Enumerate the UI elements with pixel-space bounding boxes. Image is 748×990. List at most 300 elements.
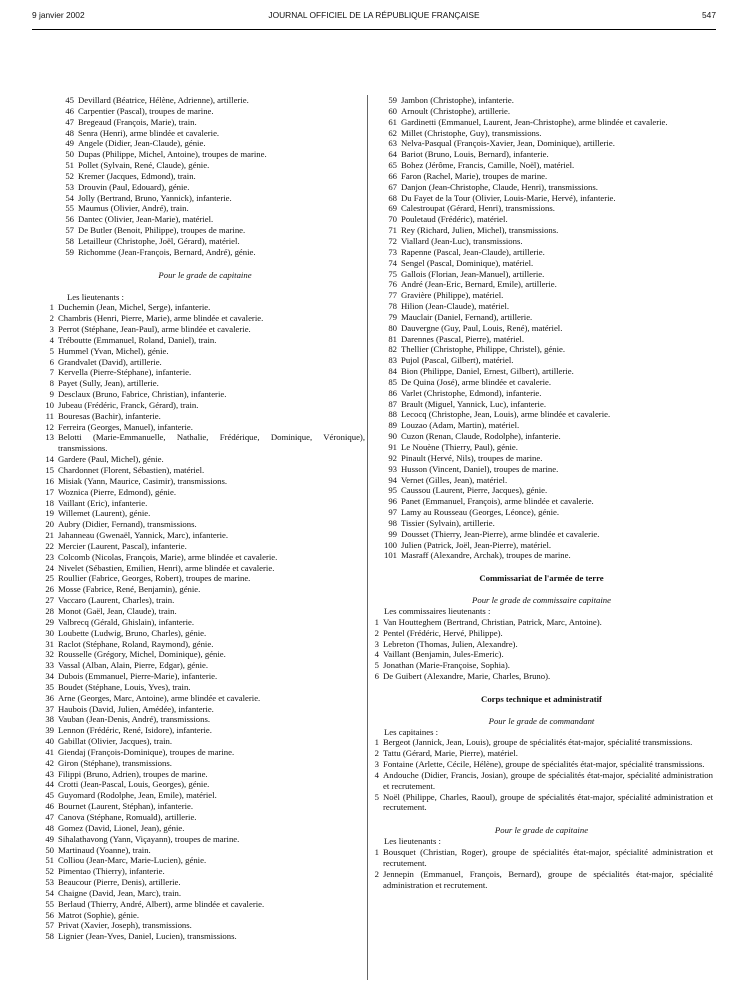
item-text: Mauclair (Daniel, Fernand), artillerie. bbox=[401, 311, 533, 322]
item-number: 86 bbox=[388, 387, 397, 398]
item-number: 101 bbox=[383, 550, 397, 561]
item-number: 4 bbox=[49, 334, 54, 345]
intro-commissaires: Les commissaires lieutenants : bbox=[384, 605, 491, 616]
list-item bbox=[45, 606, 365, 617]
item-number: 82 bbox=[388, 344, 397, 355]
list-item bbox=[370, 377, 713, 388]
list-item bbox=[45, 225, 365, 236]
item-text: Chardonnet (Florent, Sébastien), matériel. bbox=[58, 465, 205, 475]
item-text: Vaccaro (Laurent, Charles), train. bbox=[58, 595, 175, 606]
item-number: 71 bbox=[388, 225, 397, 236]
item-text: Faron (Rachel, Marie), troupes de marine. bbox=[401, 170, 548, 181]
list-item bbox=[45, 422, 365, 433]
item-number: 87 bbox=[388, 398, 397, 409]
list-item bbox=[370, 312, 713, 323]
list-item bbox=[45, 160, 365, 171]
list-item bbox=[370, 355, 713, 366]
item-number: 3 bbox=[49, 324, 54, 335]
list-item bbox=[45, 302, 365, 313]
list-item bbox=[370, 496, 713, 507]
list-item bbox=[370, 258, 713, 269]
item-text: Kervella (Pierre-Stéphane), infanterie. bbox=[58, 367, 192, 378]
item-number: 54 bbox=[65, 192, 74, 203]
item-number: 16 bbox=[45, 475, 54, 486]
section-commissariat: Commissariat de l'armée de terre bbox=[479, 573, 604, 584]
list-item bbox=[45, 899, 365, 910]
item-text: Dantec (Olivier, Jean-Marie), matériel. bbox=[78, 214, 214, 225]
page-number: 547 bbox=[702, 10, 716, 20]
item-text: Julien (Patrick, Joël, Jean-Pierre), matériel. bbox=[401, 539, 552, 550]
commandant-list bbox=[370, 737, 713, 813]
item-text: Lebreton (Thomas, Julien, Alexandre). bbox=[383, 638, 518, 649]
list-item bbox=[45, 801, 365, 812]
item-text: Privat (Xavier, Joseph), transmissions. bbox=[58, 920, 192, 931]
list-item bbox=[45, 541, 365, 552]
list-item bbox=[45, 519, 365, 530]
item-number: 4 bbox=[374, 649, 379, 660]
item-text: Grandvalet (David), artillerie. bbox=[58, 356, 162, 367]
item-number: 15 bbox=[45, 465, 54, 475]
item-number: 67 bbox=[388, 181, 397, 192]
item-number: 35 bbox=[45, 681, 54, 692]
item-text: Van Houtteghem (Bertrand, Christian, Patrick, Marc, Antoine). bbox=[383, 616, 602, 627]
item-number: 74 bbox=[388, 257, 397, 268]
item-text: Mercier (Laurent, Pascal), infanterie. bbox=[58, 540, 187, 551]
list-item bbox=[370, 660, 713, 671]
item-number: 3 bbox=[374, 638, 379, 649]
list-item bbox=[370, 117, 713, 128]
item-number: 48 bbox=[65, 127, 74, 138]
list-item bbox=[45, 671, 365, 682]
item-number: 54 bbox=[45, 887, 54, 898]
item-number: 40 bbox=[45, 736, 54, 747]
item-number: 89 bbox=[388, 420, 397, 431]
list-item bbox=[45, 313, 365, 324]
item-text: Devillard (Béatrice, Hélène, Adrienne), artillerie. bbox=[78, 95, 249, 105]
item-number: 24 bbox=[45, 562, 54, 573]
left-column bbox=[45, 95, 365, 942]
item-number: 1 bbox=[374, 737, 379, 748]
item-text: Tattu (Gérard, Marie, Pierre), matériel. bbox=[383, 748, 518, 759]
item-text: Desclaux (Bruno, Fabrice, Christian), infanterie. bbox=[58, 389, 227, 400]
list-item bbox=[370, 759, 713, 770]
item-number: 53 bbox=[45, 877, 54, 888]
item-text: Du Fayet de la Tour (Olivier, Louis-Marie, Hervé), infanterie. bbox=[401, 192, 616, 203]
list-item bbox=[45, 704, 365, 715]
list-item bbox=[370, 485, 713, 496]
item-number: 60 bbox=[388, 105, 397, 116]
item-text: Aubry (Didier, Fernand), transmissions. bbox=[58, 519, 197, 530]
item-text: Bion (Philippe, Daniel, Ernest, Gilbert), artillerie. bbox=[401, 366, 574, 377]
item-number: 98 bbox=[388, 517, 397, 528]
item-number: 14 bbox=[45, 454, 54, 465]
item-text: Arnoult (Christophe), artillerie. bbox=[401, 105, 511, 116]
item-number: 99 bbox=[388, 528, 397, 539]
item-number: 88 bbox=[388, 409, 397, 420]
item-number: 70 bbox=[388, 214, 397, 225]
list-item bbox=[45, 357, 365, 368]
item-text: Bregeaud (François, Marie), train. bbox=[78, 116, 197, 127]
list-item bbox=[45, 866, 365, 877]
item-number: 29 bbox=[45, 616, 54, 627]
item-number: 11 bbox=[45, 410, 54, 421]
item-text: Perrot (Stéphane, Jean-Paul), arme blindée et cavalerie. bbox=[58, 324, 251, 335]
item-text: Gallois (Florian, Jean-Manuel), artillerie. bbox=[401, 268, 545, 279]
list-item bbox=[45, 389, 365, 400]
item-text: Payet (Sully, Jean), artillerie. bbox=[58, 378, 159, 389]
item-text: Ferreira (Georges, Manuel), infanterie. bbox=[58, 421, 193, 432]
list-item bbox=[370, 182, 713, 193]
item-number: 73 bbox=[388, 246, 397, 257]
item-number: 2 bbox=[374, 627, 379, 638]
item-text: Arne (Georges, Marc, Antoine), arme blindée et cavalerie. bbox=[58, 692, 261, 703]
item-text: Panet (Emmanuel, François), arme blindée et cavalerie. bbox=[401, 496, 594, 507]
item-text: Bariot (Bruno, Louis, Bernard), infanterie. bbox=[401, 149, 549, 160]
item-number: 92 bbox=[388, 452, 397, 463]
item-text: Bergeot (Jannick, Jean, Louis), groupe de spécialités état-major, spécialité transmissions. bbox=[383, 737, 693, 748]
subheading-commandant: Pour le grade de commandant bbox=[488, 715, 595, 726]
item-text: Le Nouène (Thierry, Paul), génie. bbox=[401, 442, 518, 452]
left-top-list bbox=[45, 95, 365, 258]
item-text: Louzao (Adam, Martin), matériel. bbox=[401, 420, 520, 431]
list-item bbox=[370, 366, 713, 377]
item-text: Gabillat (Olivier, Jacques), train. bbox=[58, 736, 172, 747]
item-number: 22 bbox=[45, 540, 54, 551]
list-item bbox=[45, 812, 365, 823]
item-number: 52 bbox=[65, 170, 74, 181]
list-item bbox=[45, 367, 365, 378]
list-item bbox=[45, 931, 365, 942]
list-item bbox=[45, 790, 365, 801]
list-item bbox=[370, 138, 713, 149]
list-item bbox=[45, 573, 365, 584]
item-number: 50 bbox=[45, 844, 54, 855]
column-divider bbox=[367, 95, 368, 980]
item-number: 56 bbox=[65, 214, 74, 225]
item-text: Senra (Henri), arme blindée et cavalerie. bbox=[78, 127, 220, 138]
item-number: 10 bbox=[45, 399, 54, 410]
item-number: 31 bbox=[45, 638, 54, 649]
list-item bbox=[370, 770, 713, 792]
list-item bbox=[370, 128, 713, 139]
item-number: 61 bbox=[388, 116, 397, 127]
item-text: Varlet (Christophe, Edmond), infanterie. bbox=[401, 387, 542, 398]
list-item bbox=[370, 518, 713, 529]
item-text: Bournet (Laurent, Stéphan), infanterie. bbox=[58, 801, 194, 812]
item-number: 65 bbox=[388, 160, 397, 171]
list-item bbox=[45, 95, 365, 106]
item-text: Giron (Stéphane), transmissions. bbox=[58, 757, 172, 768]
item-number: 42 bbox=[45, 757, 54, 768]
item-text: Beaucour (Pierre, Denis), artillerie. bbox=[58, 877, 181, 888]
item-number: 5 bbox=[49, 345, 54, 356]
list-item bbox=[370, 431, 713, 442]
item-number: 12 bbox=[45, 421, 54, 432]
item-text: Chaigne (David, Jean, Marc), train. bbox=[58, 887, 182, 898]
item-text: Vernet (Gilles, Jean), matériel. bbox=[401, 474, 508, 485]
list-item bbox=[45, 617, 365, 628]
list-item bbox=[45, 910, 365, 921]
item-text: Pinault (Hervé, Nils), troupes de marine. bbox=[401, 452, 543, 463]
item-number: 58 bbox=[45, 931, 54, 942]
item-text: Pouletaud (Frédéric), matériel. bbox=[401, 214, 508, 225]
list-item bbox=[45, 117, 365, 128]
item-number: 13 bbox=[45, 432, 54, 443]
list-item bbox=[45, 888, 365, 899]
item-text: Belotti (Marie-Emmanuelle, Nathalie, Frédérique, Dominique, Véronique), transmissions. bbox=[58, 432, 365, 454]
item-number: 80 bbox=[388, 322, 397, 333]
item-text: Duchemin (Jean, Michel, Serge), infanterie. bbox=[58, 302, 211, 313]
list-item bbox=[370, 737, 713, 748]
item-text: Pentel (Frédéric, Hervé, Philippe). bbox=[383, 627, 503, 638]
item-number: 66 bbox=[388, 170, 397, 181]
item-text: Hummel (Yvan, Michel), génie. bbox=[58, 345, 169, 356]
item-number: 91 bbox=[388, 442, 397, 452]
item-text: Darennes (Pascal, Pierre), matériel. bbox=[401, 333, 525, 344]
intro-lieutenants: Les lieutenants : bbox=[67, 291, 124, 302]
list-item bbox=[45, 563, 365, 574]
list-item bbox=[370, 269, 713, 280]
item-text: Matrot (Sophie), génie. bbox=[58, 909, 140, 920]
list-item bbox=[370, 671, 713, 682]
list-item bbox=[45, 639, 365, 650]
item-number: 64 bbox=[388, 149, 397, 160]
list-item bbox=[45, 203, 365, 214]
subheading-capitaine: Pour le grade de capitaine bbox=[158, 269, 252, 280]
item-number: 94 bbox=[388, 474, 397, 485]
list-item bbox=[45, 595, 365, 606]
item-text: Loubette (Ludwig, Bruno, Charles), génie. bbox=[58, 627, 207, 638]
list-item bbox=[370, 639, 713, 650]
item-text: Colliou (Jean-Marc, Marie-Lucien), génie. bbox=[58, 855, 207, 866]
item-text: Vaillant (Eric), infanterie. bbox=[58, 497, 148, 508]
list-item bbox=[45, 779, 365, 790]
item-number: 4 bbox=[374, 769, 379, 780]
item-number: 63 bbox=[388, 138, 397, 149]
page-header bbox=[32, 10, 716, 26]
item-text: Berlaud (Thierry, André, Albert), arme blindée et cavalerie. bbox=[58, 898, 265, 909]
list-item bbox=[45, 128, 365, 139]
list-item bbox=[370, 95, 713, 106]
list-item bbox=[370, 442, 713, 453]
list-item bbox=[370, 290, 713, 301]
item-text: Martinaud (Yoanne), train. bbox=[58, 844, 151, 855]
item-text: Nelva-Pasqual (François-Xavier, Jean, Dominique), artillerie. bbox=[401, 138, 615, 149]
list-item bbox=[45, 920, 365, 931]
item-text: Raclot (Stéphane, Roland, Raymond), génie. bbox=[58, 638, 214, 649]
item-text: Jahanneau (Gwenaël, Yannick, Marc), infanterie. bbox=[58, 530, 229, 541]
item-text: Calestroupat (Gérard, Henri), transmissions. bbox=[401, 203, 555, 214]
list-item bbox=[45, 725, 365, 736]
list-item bbox=[45, 193, 365, 204]
list-item bbox=[370, 214, 713, 225]
item-number: 2 bbox=[49, 313, 54, 324]
subheading-capitaine-corps: Pour le grade de capitaine bbox=[494, 825, 589, 836]
item-number: 38 bbox=[45, 714, 54, 725]
list-item bbox=[45, 346, 365, 357]
item-number: 52 bbox=[45, 866, 54, 877]
item-text: Bohez (Jérôme, Francis, Camille, Noël), matériel. bbox=[401, 160, 575, 171]
item-text: Guyomard (Rodolphe, Jean, Emile), matériel. bbox=[58, 790, 217, 801]
item-text: Nivelet (Sébastien, Emilien, Henri), arme blindée et cavalerie. bbox=[58, 562, 275, 573]
item-number: 43 bbox=[45, 768, 54, 779]
item-text: Gomez (David, Lionel, Jean), génie. bbox=[58, 822, 185, 833]
list-item bbox=[45, 400, 365, 411]
item-number: 18 bbox=[45, 497, 54, 508]
item-number: 90 bbox=[388, 431, 397, 442]
item-number: 56 bbox=[45, 909, 54, 920]
item-text: Roullier (Fabrice, Georges, Robert), troupes de marine. bbox=[58, 573, 251, 584]
item-text: Richomme (Jean-François, Bernard, André), génie. bbox=[78, 246, 256, 257]
item-number: 75 bbox=[388, 268, 397, 279]
item-number: 62 bbox=[388, 127, 397, 138]
right-column bbox=[370, 95, 713, 890]
item-text: Sengel (Pascal, Dominique), matériel. bbox=[401, 257, 534, 268]
item-number: 51 bbox=[65, 160, 74, 171]
item-number: 34 bbox=[45, 671, 54, 682]
item-text: Caussou (Laurent, Pierre, Jacques), génie. bbox=[401, 485, 548, 496]
item-text: Hilion (Jean-Claude), matériel. bbox=[401, 301, 510, 312]
list-item bbox=[370, 160, 713, 171]
item-number: 49 bbox=[45, 833, 54, 844]
list-item bbox=[45, 834, 365, 845]
item-text: Misiak (Yann, Maurice, Casimir), transmissions. bbox=[58, 475, 227, 486]
item-text: Dupas (Philippe, Michel, Antoine), troupes de marine. bbox=[78, 149, 267, 160]
item-number: 48 bbox=[45, 822, 54, 833]
item-text: Cuzon (Renan, Claude, Rodolphe), infanterie. bbox=[401, 431, 561, 442]
item-number: 76 bbox=[388, 279, 397, 290]
item-text: De Quina (José), arme blindée et cavalerie. bbox=[401, 376, 552, 387]
item-number: 27 bbox=[45, 595, 54, 606]
item-text: Sihalathavong (Yann, Viçayann), troupes de marine. bbox=[58, 833, 240, 844]
list-item bbox=[370, 193, 713, 204]
item-text: Brault (Miguel, Yannick, Luc), infanterie. bbox=[401, 398, 546, 409]
item-text: Jubeau (Frédéric, Franck, Gérard), train. bbox=[58, 399, 199, 410]
item-number: 23 bbox=[45, 551, 54, 562]
item-number: 97 bbox=[388, 507, 397, 518]
list-item bbox=[45, 823, 365, 834]
item-number: 46 bbox=[45, 801, 54, 812]
item-text: Vassal (Alban, Alain, Pierre, Edgar), génie. bbox=[58, 660, 209, 671]
item-number: 72 bbox=[388, 235, 397, 246]
item-text: Fontaine (Arlette, Cécile, Hélène), groupe de spécialités état-major, spécialité transmissions. bbox=[383, 759, 705, 770]
item-number: 84 bbox=[388, 366, 397, 377]
list-item bbox=[45, 747, 365, 758]
list-item bbox=[45, 845, 365, 856]
list-item bbox=[45, 324, 365, 335]
item-text: Lecocq (Christophe, Jean, Louis), arme blindée et cavalerie. bbox=[401, 409, 611, 420]
list-item bbox=[370, 420, 713, 431]
item-text: Lennon (Frédéric, René, Isidore), infanterie. bbox=[58, 725, 212, 736]
item-number: 8 bbox=[49, 378, 54, 389]
item-number: 81 bbox=[388, 333, 397, 344]
item-number: 59 bbox=[388, 95, 397, 105]
item-text: Willemet (Laurent), génie. bbox=[58, 508, 151, 519]
list-item bbox=[370, 748, 713, 759]
right-capitaine-list bbox=[370, 95, 713, 561]
list-item bbox=[370, 550, 713, 561]
list-item bbox=[45, 649, 365, 660]
item-text: Pollet (Sylvain, René, Claude), génie. bbox=[78, 160, 210, 171]
list-item bbox=[45, 660, 365, 671]
item-number: 26 bbox=[45, 584, 54, 595]
item-text: Mosse (Fabrice, René, Benjamin), génie. bbox=[58, 584, 201, 595]
list-item bbox=[370, 453, 713, 464]
item-text: Vaillant (Benjamin, Jules-Emeric). bbox=[383, 649, 504, 660]
item-text: Canova (Stéphane, Romuald), artillerie. bbox=[58, 812, 197, 822]
item-number: 37 bbox=[45, 703, 54, 714]
item-number: 55 bbox=[45, 898, 54, 909]
item-text: Kremer (Jacques, Edmond), train. bbox=[78, 170, 196, 181]
item-number: 83 bbox=[388, 355, 397, 366]
item-text: Monot (Gaël, Jean, Claude), train. bbox=[58, 605, 177, 616]
list-item bbox=[370, 869, 713, 891]
item-text: Pimentao (Thierry), infanterie. bbox=[58, 866, 165, 877]
item-number: 57 bbox=[45, 920, 54, 931]
list-item bbox=[45, 628, 365, 639]
list-item bbox=[370, 529, 713, 540]
list-item bbox=[45, 487, 365, 498]
item-text: Gardere (Paul, Michel), génie. bbox=[58, 454, 164, 465]
item-number: 2 bbox=[374, 868, 379, 879]
list-item bbox=[370, 106, 713, 117]
item-number: 69 bbox=[388, 203, 397, 214]
item-text: Jennepin (Emmanuel, François, Bernard), groupe de spécialités état-major, spécialité administration et recrutement. bbox=[383, 868, 713, 890]
item-text: Maumus (Olivier, André), train. bbox=[78, 203, 189, 214]
item-text: Lamy au Rousseau (Georges, Léonce), génie. bbox=[401, 507, 560, 518]
list-item bbox=[45, 378, 365, 389]
list-item bbox=[45, 454, 365, 465]
list-item bbox=[45, 877, 365, 888]
item-text: Rousselle (Grégory, Michel, Dominique), génie. bbox=[58, 649, 226, 660]
list-item bbox=[45, 171, 365, 182]
list-item bbox=[370, 409, 713, 420]
item-text: Colcomb (Nicolas, François, Marie), arme blindée et cavalerie. bbox=[58, 551, 278, 562]
item-text: Bousquet (Christian, Roger), groupe de spécialités état-major, spécialité administration et recrutement. bbox=[383, 847, 713, 868]
list-item bbox=[370, 323, 713, 334]
list-item bbox=[370, 507, 713, 518]
item-text: Bouresas (Bachir), infanterie. bbox=[58, 410, 161, 421]
list-item bbox=[370, 649, 713, 660]
item-number: 1 bbox=[374, 847, 379, 857]
list-item bbox=[45, 476, 365, 487]
item-number: 44 bbox=[45, 779, 54, 790]
list-item bbox=[370, 236, 713, 247]
item-text: Andouche (Didier, Francis, Josian), groupe de spécialités état-major, spécialité administration et recrutement. bbox=[383, 769, 713, 791]
item-number: 93 bbox=[388, 463, 397, 474]
item-text: Valbrecq (Gérald, Ghislain), infanterie. bbox=[58, 616, 195, 627]
item-text: Dubois (Emmanuel, Pierre-Marie), infanterie. bbox=[58, 671, 218, 682]
item-text: Tréboutte (Emmanuel, Roland, Daniel), train. bbox=[58, 334, 217, 345]
item-text: André (Jean-Eric, Bernard, Emile), artillerie. bbox=[401, 279, 557, 290]
list-item bbox=[45, 758, 365, 769]
item-text: Lignier (Jean-Yves, Daniel, Lucien), transmissions. bbox=[58, 931, 237, 942]
item-number: 21 bbox=[45, 530, 54, 541]
item-text: Angele (Didier, Jean-Claude), génie. bbox=[78, 138, 206, 149]
list-item bbox=[370, 203, 713, 214]
item-text: Tissier (Sylvain), artillerie. bbox=[401, 517, 495, 528]
item-number: 9 bbox=[49, 389, 54, 400]
commissariat-list bbox=[370, 617, 713, 682]
list-item bbox=[370, 847, 713, 869]
list-item bbox=[45, 508, 365, 519]
item-number: 25 bbox=[45, 573, 54, 584]
item-text: Haubois (David, Julien, Amédée), infanterie. bbox=[58, 703, 214, 714]
item-number: 5 bbox=[374, 660, 379, 671]
item-number: 30 bbox=[45, 627, 54, 638]
item-text: Pujol (Pascal, Gilbert), matériel. bbox=[401, 355, 514, 366]
item-text: Vauban (Jean-Denis, André), transmissions. bbox=[58, 714, 210, 725]
